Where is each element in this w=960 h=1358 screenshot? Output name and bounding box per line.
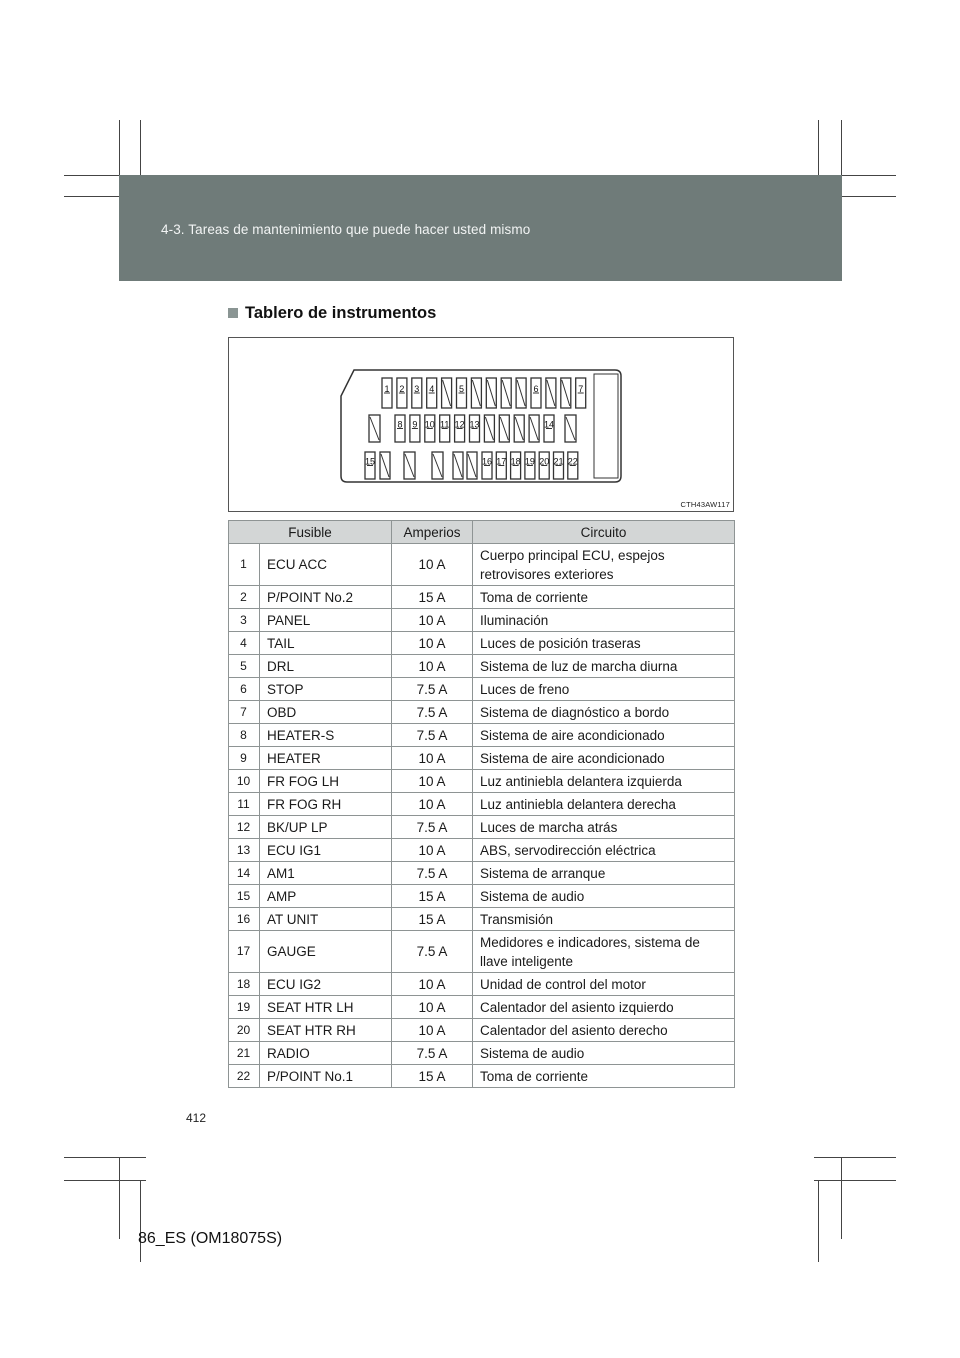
crop-mark [814, 1157, 896, 1158]
fuse-name-cell: TAIL [260, 632, 392, 655]
table-row [229, 632, 735, 655]
fuse-circuit-cell: Unidad de control del motor [473, 973, 735, 996]
fuse-number-cell: 21 [229, 1042, 260, 1065]
fuse-slot-number: 8 [397, 419, 403, 430]
crop-mark [119, 1157, 120, 1239]
fuse-name-cell: AT UNIT [260, 908, 392, 931]
crop-mark [140, 1180, 141, 1262]
fuse-circuit-cell: Luces de freno [473, 678, 735, 701]
fuse-slot-number: 6 [533, 384, 539, 394]
fuse-name-cell: FR FOG RH [260, 793, 392, 816]
fuse-number-cell: 22 [229, 1065, 260, 1088]
table-row [229, 544, 735, 586]
fuse-number-cell: 1 [229, 544, 260, 586]
section-title-text: Tablero de instrumentos [245, 304, 437, 322]
fuse-circuit-cell: Transmisión [473, 908, 735, 931]
header-circuit: Circuito [473, 521, 735, 544]
fuse-amps-cell: 7.5 A [392, 862, 473, 885]
fuse-name-cell: ECU IG1 [260, 839, 392, 862]
table-row [229, 793, 735, 816]
table-row [229, 655, 735, 678]
fuse-slot-number: 21 [553, 456, 564, 467]
fuse-amps-cell: 10 A [392, 544, 473, 586]
chapter-title: 4-3. Tareas de mantenimiento que puede hacer usted mismo [161, 222, 531, 237]
fuse-circuit-cell: Sistema de diagnóstico a bordo [473, 701, 735, 724]
table-row [229, 931, 735, 973]
fuse-number-cell: 15 [229, 885, 260, 908]
fuse-circuit-cell: Sistema de luz de marcha diurna [473, 655, 735, 678]
fuse-circuit-cell: Sistema de audio [473, 1042, 735, 1065]
table-row [229, 816, 735, 839]
table-row [229, 1065, 735, 1088]
crop-mark [814, 1180, 896, 1181]
fuse-amps-cell: 15 A [392, 908, 473, 931]
fuse-name-cell: SEAT HTR LH [260, 996, 392, 1019]
fuse-name-cell: AM1 [260, 862, 392, 885]
fuse-circuit-cell: Medidores e indicadores, sistema de llave inteligente [473, 931, 735, 973]
fuse-number-cell: 9 [229, 747, 260, 770]
fuse-slot-number: 7 [578, 384, 584, 394]
crop-mark [841, 1157, 842, 1239]
fuse-circuit-cell: Luces de marcha atrás [473, 816, 735, 839]
fuse-number-cell: 12 [229, 816, 260, 839]
fuse-circuit-cell: Sistema de aire acondicionado [473, 724, 735, 747]
fuse-slot-number: 18 [510, 456, 521, 467]
fuse-slot-number: 22 [567, 456, 578, 467]
fuse-name-cell: STOP [260, 678, 392, 701]
fuse-circuit-cell: Iluminación [473, 609, 735, 632]
fuse-table [228, 520, 735, 1088]
fuse-slot-number: 19 [524, 456, 535, 467]
fuse-number-cell: 4 [229, 632, 260, 655]
fuse-circuit-cell: Luz antiniebla delantera izquierda [473, 770, 735, 793]
fuse-amps-cell: 10 A [392, 1019, 473, 1042]
fuse-amps-cell: 10 A [392, 770, 473, 793]
fuse-name-cell: P/POINT No.2 [260, 586, 392, 609]
fuse-amps-cell: 10 A [392, 632, 473, 655]
table-row [229, 586, 735, 609]
fuse-box-side-panel [594, 374, 618, 478]
fuse-slot-number: 1 [384, 384, 390, 394]
table-row [229, 701, 735, 724]
fuse-name-cell: SEAT HTR RH [260, 1019, 392, 1042]
fuse-amps-cell: 7.5 A [392, 678, 473, 701]
fuse-slot-number: 5 [458, 384, 465, 394]
fuse-slot-number: 11 [440, 419, 450, 430]
fuse-number-cell: 10 [229, 770, 260, 793]
header-fuse: Fusible [229, 521, 392, 544]
fuse-number-cell: 8 [229, 724, 260, 747]
fuse-slot-number: 10 [424, 419, 435, 430]
fuse-name-cell: BK/UP LP [260, 816, 392, 839]
fuse-name-cell: HEATER [260, 747, 392, 770]
fuse-slot-number: 15 [364, 456, 376, 467]
fuse-amps-cell: 7.5 A [392, 1042, 473, 1065]
fuse-amps-cell: 10 A [392, 793, 473, 816]
table-row [229, 908, 735, 931]
fuse-amps-cell: 10 A [392, 609, 473, 632]
fuse-name-cell: RADIO [260, 1042, 392, 1065]
fuse-slot-number: 12 [454, 419, 465, 430]
table-row [229, 1019, 735, 1042]
fuse-number-cell: 11 [229, 793, 260, 816]
fuse-box-figure [228, 337, 734, 512]
fuse-number-cell: 2 [229, 586, 260, 609]
fuse-number-cell: 18 [229, 973, 260, 996]
fuse-number-cell: 6 [229, 678, 260, 701]
fuse-amps-cell: 10 A [392, 973, 473, 996]
crop-mark [818, 1180, 819, 1262]
fuse-name-cell: ECU ACC [260, 544, 392, 586]
fuse-number-cell: 16 [229, 908, 260, 931]
table-row [229, 747, 735, 770]
fuse-slot-number: 17 [496, 456, 507, 467]
fuse-amps-cell: 7.5 A [392, 701, 473, 724]
fuse-circuit-cell: Sistema de audio [473, 885, 735, 908]
fuse-slot-number: 4 [429, 384, 435, 394]
fuse-slot-number: 16 [481, 456, 493, 467]
fuse-name-cell: P/POINT No.1 [260, 1065, 392, 1088]
table-row [229, 609, 735, 632]
fuse-number-cell: 3 [229, 609, 260, 632]
fuse-amps-cell: 10 A [392, 655, 473, 678]
fuse-number-cell: 7 [229, 701, 260, 724]
fuse-slot-number: 20 [539, 456, 550, 467]
fuse-amps-cell: 15 A [392, 885, 473, 908]
fuse-amps-cell: 7.5 A [392, 724, 473, 747]
fuse-circuit-cell: Sistema de aire acondicionado [473, 747, 735, 770]
table-row [229, 885, 735, 908]
bullet-square-icon [228, 308, 238, 318]
table-header-row [229, 521, 735, 544]
fuse-slot-number: 3 [414, 384, 420, 394]
fuse-amps-cell: 15 A [392, 1065, 473, 1088]
table-row [229, 724, 735, 747]
section-title [228, 304, 436, 323]
fuse-amps-cell: 10 A [392, 839, 473, 862]
fuse-circuit-cell: Calentador del asiento derecho [473, 1019, 735, 1042]
fuse-circuit-cell: ABS, servodirección eléctrica [473, 839, 735, 862]
fuse-name-cell: FR FOG LH [260, 770, 392, 793]
fuse-circuit-cell: Sistema de arranque [473, 862, 735, 885]
table-row [229, 770, 735, 793]
fuse-name-cell: HEATER-S [260, 724, 392, 747]
fuse-name-cell: ECU IG2 [260, 973, 392, 996]
fuse-slot-number: 9 [412, 419, 418, 430]
fuse-number-cell: 19 [229, 996, 260, 1019]
table-row [229, 1042, 735, 1065]
page-number: 412 [186, 1111, 207, 1125]
fuse-circuit-cell: Luz antiniebla delantera derecha [473, 793, 735, 816]
table-row [229, 678, 735, 701]
fuse-circuit-cell: Toma de corriente [473, 586, 735, 609]
header-amps: Amperios [392, 521, 473, 544]
table-row [229, 839, 735, 862]
figure-code: CTH43AW117 [680, 500, 730, 509]
fuse-circuit-cell: Cuerpo principal ECU, espejos retrovisores exteriores [473, 544, 735, 586]
table-row [229, 862, 735, 885]
fuse-circuit-cell: Calentador del asiento izquierdo [473, 996, 735, 1019]
fuse-name-cell: PANEL [260, 609, 392, 632]
fuse-slot-number: 2 [399, 384, 405, 394]
fuse-slot-number: 14 [543, 419, 555, 430]
table-row [229, 973, 735, 996]
fuse-name-cell: GAUGE [260, 931, 392, 973]
fuse-number-cell: 17 [229, 931, 260, 973]
fuse-amps-cell: 10 A [392, 747, 473, 770]
crop-mark [64, 1157, 146, 1158]
fuse-amps-cell: 7.5 A [392, 816, 473, 839]
document-code: 86_ES (OM18075S) [138, 1230, 283, 1247]
fuse-number-cell: 5 [229, 655, 260, 678]
fuse-name-cell: DRL [260, 655, 392, 678]
fuse-name-cell: AMP [260, 885, 392, 908]
fuse-name-cell: OBD [260, 701, 392, 724]
fuse-number-cell: 20 [229, 1019, 260, 1042]
fuse-amps-cell: 10 A [392, 996, 473, 1019]
fuse-slot-number: 13 [469, 419, 480, 430]
fuse-amps-cell: 15 A [392, 586, 473, 609]
table-row [229, 996, 735, 1019]
fuse-number-cell: 13 [229, 839, 260, 862]
fuse-circuit-cell: Luces de posición traseras [473, 632, 735, 655]
fuse-box-diagram [229, 338, 733, 511]
fuse-number-cell: 14 [229, 862, 260, 885]
fuse-circuit-cell: Toma de corriente [473, 1065, 735, 1088]
crop-mark [64, 1180, 146, 1181]
fuse-amps-cell: 7.5 A [392, 931, 473, 973]
